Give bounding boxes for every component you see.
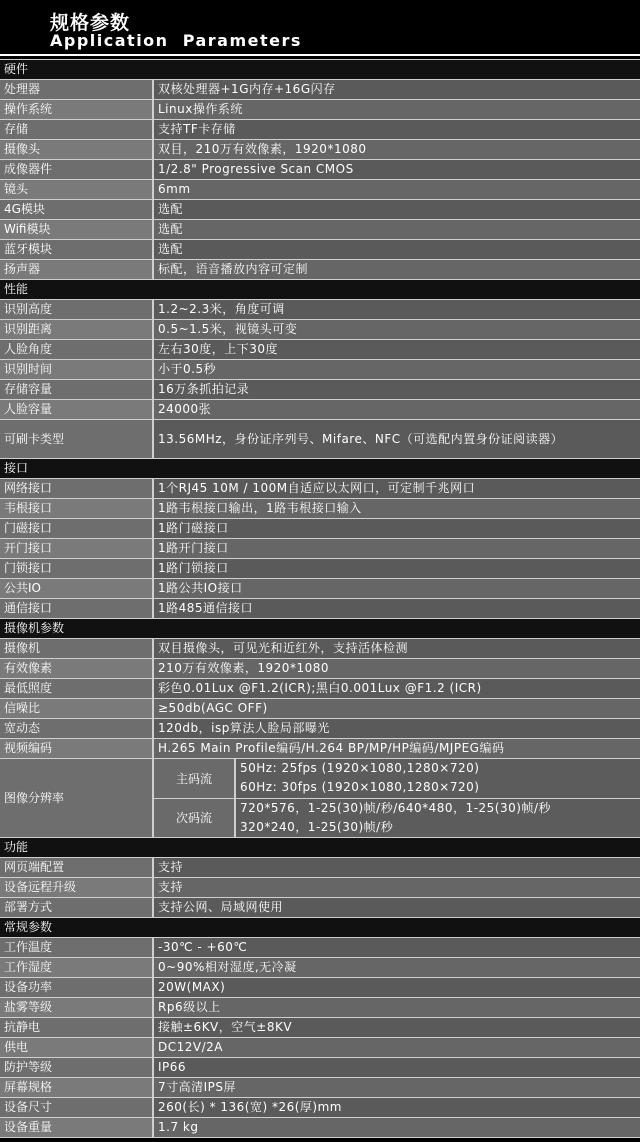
spec-value: 支持 — [154, 858, 640, 877]
spec-label: 门磁接口 — [0, 519, 154, 538]
spec-value: 1路485通信接口 — [154, 599, 640, 618]
spec-value: DC12V/2A — [154, 1038, 640, 1057]
spec-row — [0, 380, 640, 400]
spec-row — [0, 699, 640, 719]
sub-stream — [154, 798, 640, 838]
spec-label: 扬声器 — [0, 260, 154, 279]
sub-stream-label: 次码流 — [154, 799, 236, 838]
spec-row — [0, 1098, 640, 1118]
spec-row — [0, 679, 640, 699]
spec-label: 通信接口 — [0, 599, 154, 618]
spec-label: 操作系统 — [0, 100, 154, 119]
main-stream-line: 50Hz: 25fps (1920×1080,1280×720) — [240, 761, 480, 776]
main-stream — [154, 759, 640, 798]
spec-label: 抗静电 — [0, 1018, 154, 1037]
spec-label: 摄像机 — [0, 639, 154, 658]
spec-value: 210万有效像素，1920*1080 — [154, 659, 640, 678]
spec-label: 镜头 — [0, 180, 154, 199]
sub-stream-values — [236, 799, 640, 838]
spec-row — [0, 120, 640, 140]
section-header: 接口 — [0, 459, 640, 479]
spec-value: 7寸高清IPS屏 — [154, 1078, 640, 1097]
spec-value: 1.7 kg — [154, 1118, 640, 1137]
spec-label: 供电 — [0, 1038, 154, 1057]
spec-row — [0, 878, 640, 898]
spec-label: 视频编码 — [0, 739, 154, 758]
spec-row — [0, 978, 640, 998]
spec-value: 1路公共IO接口 — [154, 579, 640, 598]
spec-value: 双目，210万有效像素，1920*1080 — [154, 140, 640, 159]
spec-value: 1路门锁接口 — [154, 559, 640, 578]
page-header — [0, 0, 640, 58]
spec-row — [0, 579, 640, 599]
spec-label: 存储 — [0, 120, 154, 139]
spec-value: 0~90%相对湿度,无冷凝 — [154, 958, 640, 977]
spec-row — [0, 858, 640, 878]
spec-row — [0, 180, 640, 200]
spec-label: Wifi模块 — [0, 220, 154, 239]
spec-row — [0, 300, 640, 320]
spec-label: 盐雾等级 — [0, 998, 154, 1017]
spec-row — [0, 599, 640, 619]
section-header: 摄像机参数 — [0, 619, 640, 639]
spec-value: 13.56MHz，身份证序列号、Mifare、NFC（可选配内置身份证阅读器） — [154, 420, 640, 458]
resolution-streams — [154, 759, 640, 837]
spec-label: 宽动态 — [0, 719, 154, 738]
spec-row — [0, 938, 640, 958]
spec-label: 工作温度 — [0, 938, 154, 957]
spec-row — [0, 639, 640, 659]
spec-value: 1路韦根接口输出，1路韦根接口输入 — [154, 499, 640, 518]
spec-label: 识别高度 — [0, 300, 154, 319]
spec-value: 1路开门接口 — [154, 539, 640, 558]
spec-label: 工作湿度 — [0, 958, 154, 977]
spec-label: 信噪比 — [0, 699, 154, 718]
spec-value: 16万条抓拍记录 — [154, 380, 640, 399]
spec-row — [0, 739, 640, 759]
spec-row — [0, 420, 640, 459]
spec-label: 公共IO — [0, 579, 154, 598]
spec-value: 接触±6KV，空气±8KV — [154, 1018, 640, 1037]
spec-row — [0, 220, 640, 240]
spec-label: 防护等级 — [0, 1058, 154, 1077]
spec-value: 1个RJ45 10M / 100M自适应以太网口，可定制千兆网口 — [154, 479, 640, 498]
spec-label: 4G模块 — [0, 200, 154, 219]
spec-value: IP66 — [154, 1058, 640, 1077]
spec-value: 小于0.5秒 — [154, 360, 640, 379]
spec-label: 设备重量 — [0, 1118, 154, 1137]
spec-value: 6mm — [154, 180, 640, 199]
spec-label: 摄像头 — [0, 140, 154, 159]
spec-label: 韦根接口 — [0, 499, 154, 518]
spec-label: 蓝牙模块 — [0, 240, 154, 259]
sub-stream-line: 720*576，1-25(30)帧/秒/640*480，1-25(30)帧/秒 — [240, 800, 551, 815]
spec-value: Rp6级以上 — [154, 998, 640, 1017]
spec-row — [0, 958, 640, 978]
spec-row — [0, 360, 640, 380]
spec-value: 左右30度，上下30度 — [154, 340, 640, 359]
spec-value: 支持TF卡存储 — [154, 120, 640, 139]
spec-value: 1.2~2.3米，角度可调 — [154, 300, 640, 319]
spec-value: 260(长) * 136(宽) *26(厚)mm — [154, 1098, 640, 1117]
spec-label: 部署方式 — [0, 898, 154, 917]
spec-value: 选配 — [154, 240, 640, 259]
spec-label: 开门接口 — [0, 539, 154, 558]
header-divider — [0, 54, 640, 56]
spec-row — [0, 1118, 640, 1138]
spec-value: -30℃ - +60℃ — [154, 938, 640, 957]
spec-value: 20W(MAX) — [154, 978, 640, 997]
spec-label: 设备尺寸 — [0, 1098, 154, 1117]
spec-row — [0, 1058, 640, 1078]
page-title: 规格参数 — [50, 12, 131, 34]
spec-label: 人脸角度 — [0, 340, 154, 359]
spec-value: 1/2.8" Progressive Scan CMOS — [154, 160, 640, 179]
spec-row — [0, 100, 640, 120]
spec-row — [0, 320, 640, 340]
spec-row — [0, 340, 640, 360]
spec-row — [0, 1078, 640, 1098]
section-header: 性能 — [0, 280, 640, 300]
page-subtitle: Application Parameters — [50, 31, 302, 50]
spec-value: ≥50db(AGC OFF) — [154, 699, 640, 718]
spec-value: Linux操作系统 — [154, 100, 640, 119]
spec-value: 支持 — [154, 878, 640, 897]
spec-row — [0, 140, 640, 160]
spec-row — [0, 559, 640, 579]
spec-label: 存储容量 — [0, 380, 154, 399]
sub-stream-line: 320*240，1-25(30)帧/秒 — [240, 819, 394, 834]
spec-row — [0, 260, 640, 280]
spec-value: H.265 Main Profile编码/H.264 BP/MP/HP编码/MJPEG编码 — [154, 739, 640, 758]
spec-row — [0, 719, 640, 739]
spec-label: 门锁接口 — [0, 559, 154, 578]
spec-row — [0, 1038, 640, 1058]
spec-label: 设备远程升级 — [0, 878, 154, 897]
spec-table — [0, 59, 640, 1138]
spec-value: 1路门磁接口 — [154, 519, 640, 538]
spec-row — [0, 200, 640, 220]
spec-value: 彩色0.01Lux @F1.2(ICR);黑白0.001Lux @F1.2 (ICR) — [154, 679, 640, 698]
spec-label: 最低照度 — [0, 679, 154, 698]
spec-label: 有效像素 — [0, 659, 154, 678]
spec-row — [0, 659, 640, 679]
spec-value: 支持公网、局域网使用 — [154, 898, 640, 917]
spec-row — [0, 160, 640, 180]
spec-value: 双目摄像头，可见光和近红外，支持活体检测 — [154, 639, 640, 658]
section-header: 功能 — [0, 838, 640, 858]
spec-row — [0, 898, 640, 918]
spec-label: 屏幕规格 — [0, 1078, 154, 1097]
spec-label: 图像分辨率 — [0, 759, 154, 837]
spec-row — [0, 80, 640, 100]
spec-label: 成像器件 — [0, 160, 154, 179]
main-stream-label: 主码流 — [154, 759, 236, 798]
spec-value: 24000张 — [154, 400, 640, 419]
spec-value: 0.5~1.5米，视镜头可变 — [154, 320, 640, 339]
section-header: 硬件 — [0, 60, 640, 80]
spec-label: 可刷卡类型 — [0, 420, 154, 458]
spec-row — [0, 519, 640, 539]
spec-row — [0, 240, 640, 260]
spec-row — [0, 479, 640, 499]
spec-label: 人脸容量 — [0, 400, 154, 419]
spec-value: 双核处理器+1G内存+16G闪存 — [154, 80, 640, 99]
spec-value: 标配，语音播放内容可定制 — [154, 260, 640, 279]
spec-label: 处理器 — [0, 80, 154, 99]
spec-label: 识别时间 — [0, 360, 154, 379]
spec-label: 设备功率 — [0, 978, 154, 997]
spec-value: 120db，isp算法人脸局部曝光 — [154, 719, 640, 738]
spec-value: 选配 — [154, 220, 640, 239]
spec-label: 网页端配置 — [0, 858, 154, 877]
spec-row — [0, 1018, 640, 1038]
spec-row — [0, 499, 640, 519]
spec-label: 识别距离 — [0, 320, 154, 339]
spec-row — [0, 539, 640, 559]
spec-label: 网络接口 — [0, 479, 154, 498]
resolution-row — [0, 759, 640, 838]
spec-row — [0, 998, 640, 1018]
main-stream-line: 60Hz: 30fps (1920×1080,1280×720) — [240, 780, 480, 795]
spec-row — [0, 400, 640, 420]
spec-value: 选配 — [154, 200, 640, 219]
section-header: 常规参数 — [0, 918, 640, 938]
main-stream-values — [236, 759, 640, 798]
